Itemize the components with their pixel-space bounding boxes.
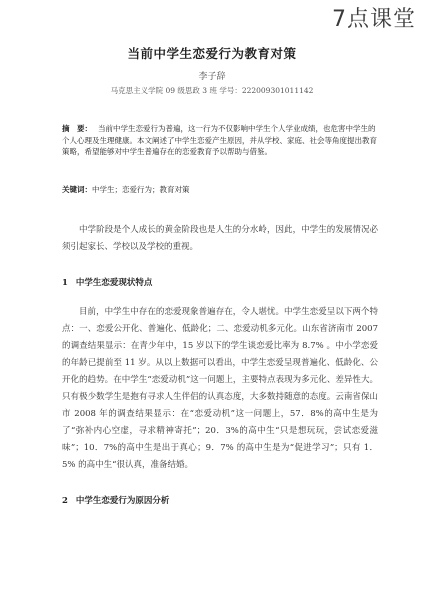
paper-author: 李子辞 — [198, 72, 226, 82]
section-heading-2 — [62, 494, 378, 506]
abstract-label: 摘 要： — [62, 124, 92, 133]
section-number: 2 — [62, 496, 68, 506]
keywords-block — [62, 184, 377, 195]
paper-affiliation: 马克思主义学院 09 级思政 3 班 学号：222009301011142 — [110, 86, 314, 95]
section-number: 1 — [62, 278, 68, 288]
watermark-logo: 7点课堂 — [332, 7, 416, 32]
section-heading-1 — [62, 276, 378, 288]
keywords-label: 关键词： — [62, 185, 92, 194]
keywords-text: 中学生；恋爱行为；教育对策 — [92, 185, 190, 194]
abstract-text: 当前中学生恋爱行为普遍，这一行为不仅影响中学生个人学业成绩，也危害中学生的个人心理及生理健康。本文阐述了中学生恋爱产生原因，并从学校、家庭、社会等角度提出教育策略，希望能够对中学生普遍存在的恋爱教育予以帮助与借鉴。 — [62, 124, 377, 156]
abstract-block — [62, 123, 377, 158]
paper-title: 当前中学生恋爱行为教育对策 — [127, 46, 297, 61]
section-1-paragraph: 目前，中学生中存在的恋爱现象普遍存在，令人堪忧。中学生恋爱呈以下两个特点：一、恋爱公开化、普遍化、低龄化；二、恋爱动机多元化。山东省济南市 2007 的调查结果显示：在青少年中，15 岁以下的学生谈恋爱比率为 8.7% 。中小学恋爱的年龄已提前至 11 岁。从以上数据可以看出，中学生恋爱呈现普遍化、低龄化、公开化的趋势。在中学生“恋爱动机”这一问题上，主要特点表现为多元化、差异性大。只有极少数学生是抱有寻求人生伴侣的认真态度，大多数持随意的态度。云南省保山市 2008 年的调查结果显示：在“恋爱动机”这一问题上，57．8%的高中生是为了“弥补内心空虚，寻求精神寄托”；20．3%的高中生“只是想玩玩，尝试恋爱滋味”；10．7%的高中生是出于真心；9．7% 的高中生是为“促进学习”；只有 1．5% 的高中生“很认真，准备结婚。 — [62, 307, 378, 470]
section-title: 中学生恋爱行为原因分析 — [75, 496, 170, 506]
intro-paragraph: 中学阶段是个人成长的黄金阶段也是人生的分水岭，因此，中学生的发展情况必须引起家长、学校以及学校的重视。 — [62, 225, 378, 252]
section-title: 中学生恋爱现状特点 — [75, 278, 153, 288]
